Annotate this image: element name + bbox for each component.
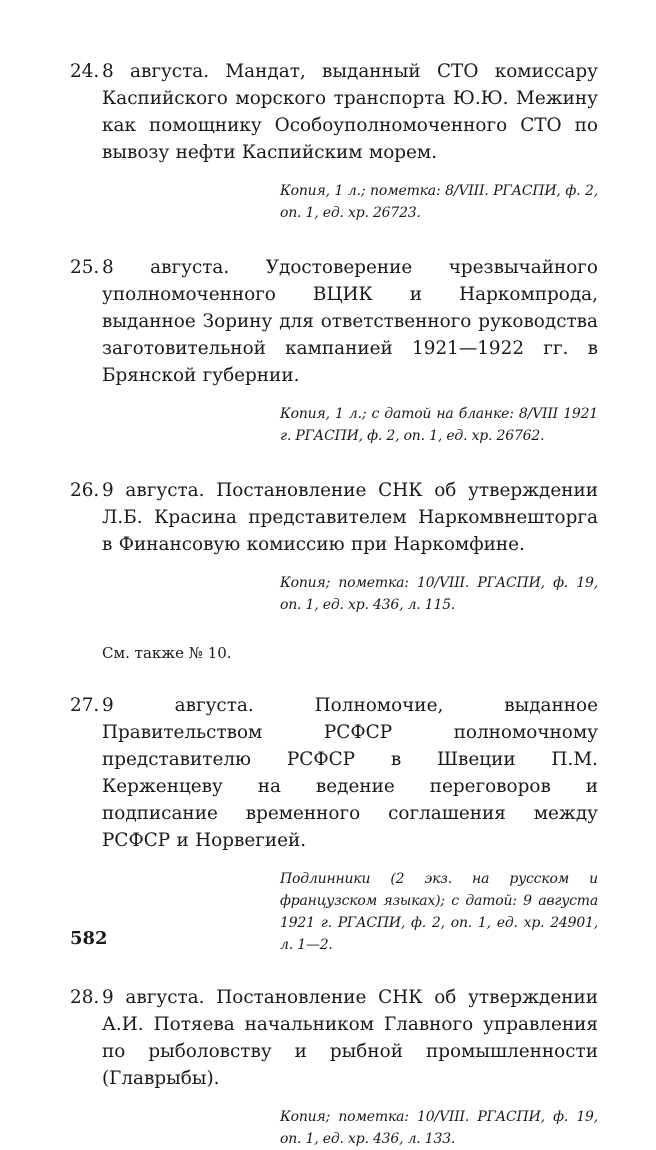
entry-text [70, 477, 598, 558]
entry-text [70, 984, 598, 1092]
entry-26 [70, 477, 598, 616]
entry-body: 8 августа. Мандат, выданный СТО комиссару Каспийского морского транспорта Ю.Ю. Межину как помощнику Особоуполномоченного СТО по вывозу нефти Каспийским морем. [102, 61, 598, 163]
archival-note: Копия, 1 л.; пометка: 8/VIII. РГАСПИ, ф. 2, оп. 1, ед. хр. 26723. [280, 183, 598, 221]
entry-24 [70, 58, 598, 224]
entry-text [70, 58, 598, 166]
entry-text [70, 254, 598, 389]
entry-body: 9 августа. Постановление СНК об утверждении А.И. Потяева начальником Главного управления по рыболовству и рыбной промышленности (Главрыбы). [102, 987, 598, 1089]
entry-body: 9 августа. Полномочие, выданное Правительством РСФСР полномочному представителю РСФСР в Швеции П.М. Керженцеву на ведение переговоров и подписание временного соглашения между РСФСР и Норвегией. [102, 695, 598, 851]
see-also-reference: См. также № 10. [102, 644, 232, 662]
archival-note: Подлинники (2 экз. на русском и французском языках); с датой: 9 августа 1921 г. РГАСПИ, ф. 2, оп. 1, ед. хр. 24901, л. 1—2. [280, 871, 598, 953]
entry-25 [70, 254, 598, 447]
entry-28 [70, 984, 598, 1150]
entry-27 [70, 692, 598, 956]
page-number: 582 [70, 928, 108, 949]
archival-note: Копия; пометка: 10/VIII. РГАСПИ, ф. 19, оп. 1, ед. хр. 436, л. 115. [280, 575, 598, 613]
entry-number: 26. [70, 480, 100, 501]
archival-note: Копия; пометка: 10/VIII. РГАСПИ, ф. 19, оп. 1, ед. хр. 436, л. 133. [280, 1109, 598, 1147]
archival-note: Копия, 1 л.; с датой на бланке: 8/VIII 1921 г. РГАСПИ, ф. 2, оп. 1, ед. хр. 26762. [280, 406, 598, 444]
entry-text [70, 692, 598, 854]
entry-number: 27. [70, 695, 100, 716]
entry-number: 28. [70, 987, 100, 1008]
entry-body: 8 августа. Удостоверение чрезвычайного уполномоченного ВЦИК и Наркомпрода, выданное Зорину для ответственного руководства заготовительной кампанией 1921—1922 гг. в Брянской губернии. [102, 257, 598, 386]
entry-number: 25. [70, 257, 100, 278]
page-content [70, 58, 598, 1150]
entry-body: 9 августа. Постановление СНК об утверждении Л.Б. Красина представителем Наркомвнешторга в Финансовую комиссию при Наркомфине. [102, 480, 598, 555]
entry-number: 24. [70, 61, 100, 82]
